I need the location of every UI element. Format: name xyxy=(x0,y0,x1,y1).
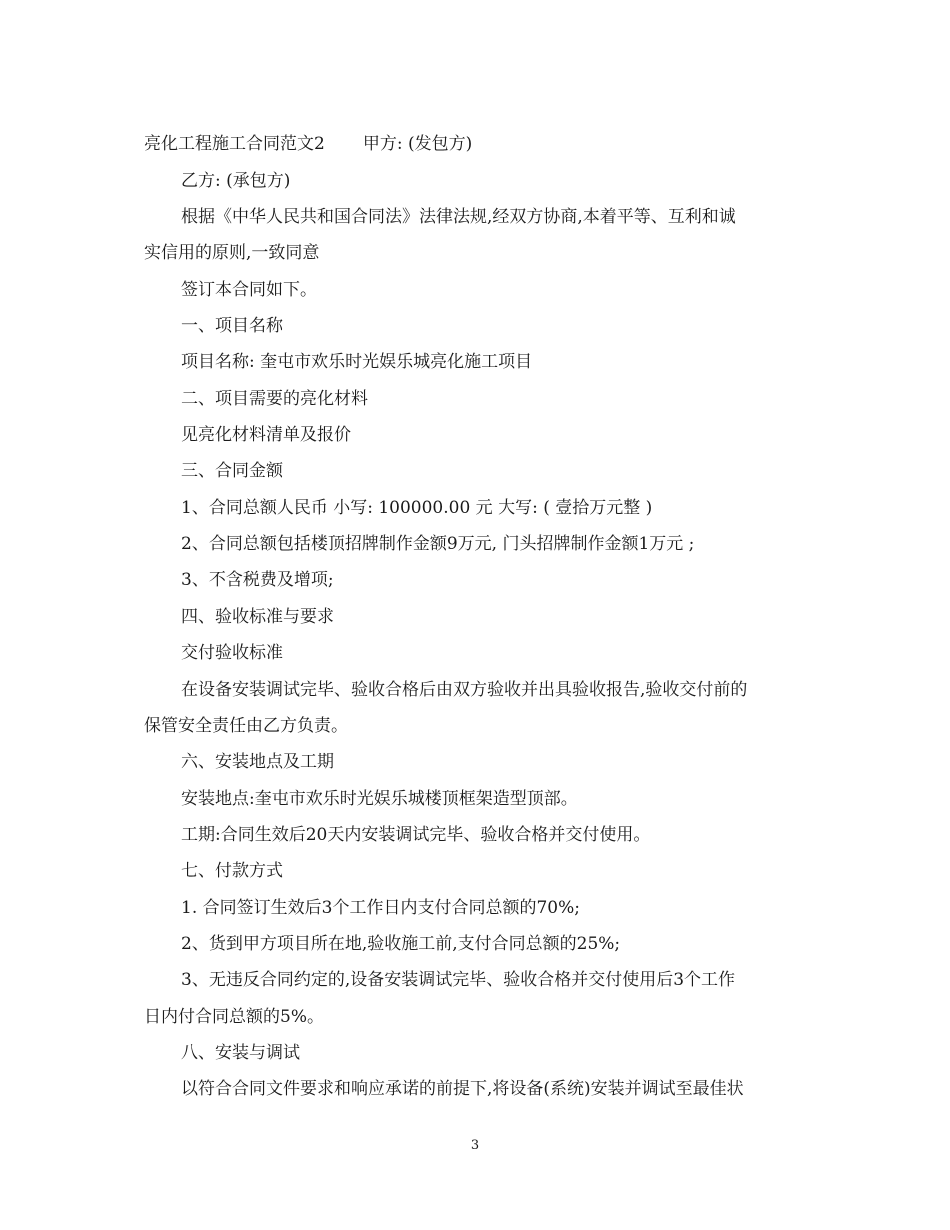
paragraph-line: 实信用的原则,一致同意 xyxy=(144,243,320,263)
section-heading: 二、项目需要的亮化材料 xyxy=(181,389,368,409)
paragraph-line: 2、货到甲方项目所在地,验收施工前,支付合同总额的25%; xyxy=(181,934,621,954)
paragraph-line: 2、合同总额包括楼顶招牌制作金额9万元, 门头招牌制作金额1万元 ; xyxy=(181,534,695,554)
party-b-line: 乙方: (承包方) xyxy=(181,171,291,191)
section-heading: 一、项目名称 xyxy=(181,316,283,336)
paragraph-line: 项目名称: 奎屯市欢乐时光娱乐城亮化施工项目 xyxy=(181,352,533,372)
paragraph-line: 见亮化材料清单及报价 xyxy=(181,425,351,445)
paragraph-line: 3、不含税费及增项; xyxy=(181,570,334,590)
section-heading: 三、合同金额 xyxy=(181,461,283,481)
section-heading: 八、安装与调试 xyxy=(181,1043,300,1063)
paragraph-line: 以符合合同文件要求和响应承诺的前提下,将设备(系统)安装并调试至最佳状 xyxy=(181,1079,744,1099)
paragraph-line: 安装地点:奎屯市欢乐时光娱乐城楼顶框架造型顶部。 xyxy=(181,789,578,809)
party-a: 甲方: (发包方) xyxy=(362,134,473,154)
document-title: 亮化工程施工合同范文2 xyxy=(144,134,325,154)
paragraph-line: 签订本合同如下。 xyxy=(181,280,317,300)
section-heading: 四、验收标准与要求 xyxy=(181,607,334,627)
paragraph-line: 保管安全责任由乙方负责。 xyxy=(144,716,348,736)
paragraph-line: 根据《中华人民共和国合同法》法律法规,经双方协商,本着平等、互利和诚 xyxy=(181,207,736,227)
title-line xyxy=(144,133,472,155)
paragraph-line: 在设备安装调试完毕、验收合格后由双方验收并出具验收报告,验收交付前的 xyxy=(181,680,748,700)
section-heading: 七、付款方式 xyxy=(181,861,283,881)
paragraph-line: 1、合同总额人民币 小写: 100000.00 元 大写: ( 壹拾万元整 ) xyxy=(181,498,653,518)
paragraph-line: 日内付合同总额的5%。 xyxy=(144,1007,324,1027)
paragraph-line: 交付验收标准 xyxy=(181,643,283,663)
section-heading: 六、安装地点及工期 xyxy=(181,752,334,772)
page-number: 3 xyxy=(470,1138,480,1153)
paragraph-line: 1. 合同签订生效后3个工作日内支付合同总额的70%; xyxy=(181,898,580,918)
paragraph-line: 工期:合同生效后20天内安装调试完毕、验收合格并交付使用。 xyxy=(181,825,651,845)
paragraph-line: 3、无违反合同约定的,设备安装调试完毕、验收合格并交付使用后3个工作 xyxy=(181,970,736,990)
